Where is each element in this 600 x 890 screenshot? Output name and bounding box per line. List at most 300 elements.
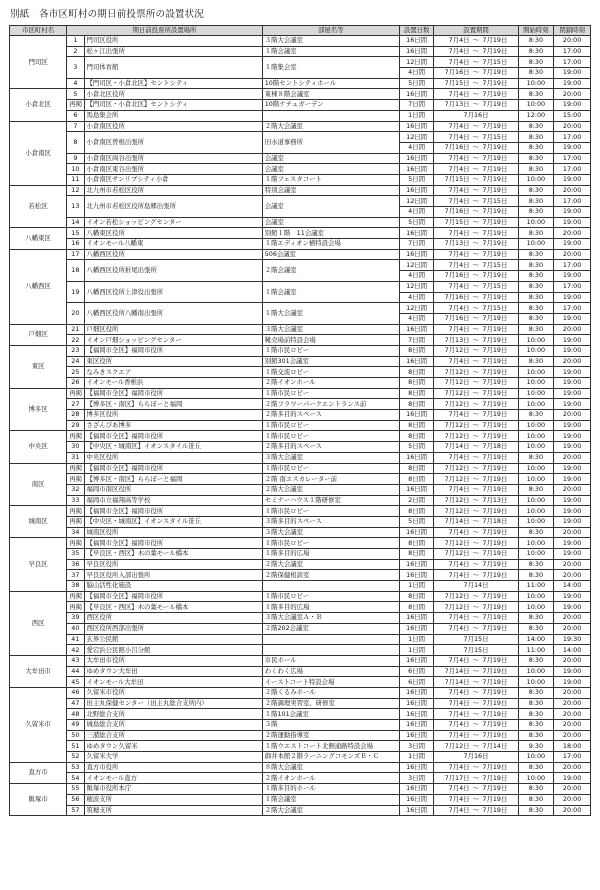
period-start-cell: 7月4日 <box>434 185 471 196</box>
table-row <box>10 174 591 185</box>
period-start-cell: 7月4日 <box>434 484 471 495</box>
room-cell: セミナーハウス１階研修室 <box>262 495 399 506</box>
row-number: 9 <box>67 153 84 164</box>
location-cell: さざんぴあ博多 <box>84 420 262 431</box>
close-time-cell: 20:00 <box>554 613 591 624</box>
room-cell: ２階イオンホール <box>262 378 399 389</box>
period-dash: ～ <box>471 46 482 57</box>
table-row <box>10 538 591 549</box>
period-dash: ～ <box>471 720 482 731</box>
period-dash: ～ <box>471 420 482 431</box>
period-start-cell: 7月4日 <box>434 57 471 68</box>
open-time-cell: 12:00 <box>518 110 554 121</box>
close-time-cell: 19:00 <box>554 549 591 560</box>
row-number: 44 <box>67 666 84 677</box>
open-time-cell: 8:30 <box>518 687 554 698</box>
period-start-cell: 7月12日 <box>434 591 471 602</box>
open-time-cell: 8:30 <box>518 484 554 495</box>
municipality-cell: 飯塚市 <box>10 784 67 816</box>
row-number: 再掲 <box>67 538 84 549</box>
room-cell <box>262 634 399 645</box>
row-number: 3 <box>67 57 84 78</box>
table-row <box>10 484 591 495</box>
open-time-cell: 10:00 <box>518 773 554 784</box>
table-row <box>10 345 591 356</box>
location-cell: 【福岡市全区】福岡市役所 <box>84 345 262 356</box>
days-cell: 16日間 <box>399 623 434 634</box>
days-cell: 16日間 <box>399 709 434 720</box>
open-time-cell: 8:30 <box>518 57 554 68</box>
location-cell: イオンモール八幡東 <box>84 239 262 250</box>
days-cell: 4日間 <box>399 271 434 282</box>
period-start-cell: 7月12日 <box>434 506 471 517</box>
room-cell: ２階大会議室 <box>262 559 399 570</box>
location-cell: 【福岡市全区】福岡市役所 <box>84 538 262 549</box>
table-row <box>10 698 591 709</box>
period-end-cell: 7月19日 <box>481 773 518 784</box>
days-cell: 16日間 <box>399 762 434 773</box>
header-close: 閉鎖時刻 <box>554 26 591 36</box>
close-time-cell: 19:00 <box>554 666 591 677</box>
open-time-cell: 8:30 <box>518 260 554 271</box>
open-time-cell: 8:30 <box>518 132 554 143</box>
period-dash: ～ <box>471 399 482 410</box>
open-time-cell: 8:30 <box>518 271 554 282</box>
row-number: 2 <box>67 46 84 57</box>
period-start-cell: 7月16日 <box>434 292 471 303</box>
close-time-cell: 20:00 <box>554 356 591 367</box>
period-end-cell: 7月19日 <box>481 762 518 773</box>
row-number: 22 <box>67 335 84 346</box>
period-start-cell: 7月4日 <box>434 228 471 239</box>
close-time-cell: 17:00 <box>554 164 591 175</box>
open-time-cell: 8:30 <box>518 196 554 207</box>
period-end-cell: 7月19日 <box>481 623 518 634</box>
days-cell: 12日間 <box>399 281 434 292</box>
period-dash: ～ <box>471 516 482 527</box>
room-cell: １階市民ロビー <box>262 538 399 549</box>
period-end-cell: 7月19日 <box>481 591 518 602</box>
location-cell: イオンモール香椎浜 <box>84 378 262 389</box>
room-cell: ３階大会議室 <box>262 324 399 335</box>
row-number: 17 <box>67 249 84 260</box>
municipality-cell: 東区 <box>10 345 67 388</box>
open-time-cell: 10:00 <box>518 602 554 613</box>
period-single-cell: 7月16日 <box>434 110 518 121</box>
row-number: 49 <box>67 720 84 731</box>
open-time-cell: 10:00 <box>518 506 554 517</box>
open-time-cell: 10:00 <box>518 591 554 602</box>
days-cell: 3日間 <box>399 773 434 784</box>
row-number: 50 <box>67 730 84 741</box>
row-number: 43 <box>67 655 84 666</box>
period-start-cell: 7月4日 <box>434 89 471 100</box>
days-cell: 1日間 <box>399 645 434 656</box>
close-time-cell: 20:00 <box>554 570 591 581</box>
period-dash: ～ <box>471 410 482 421</box>
period-dash: ～ <box>471 100 482 111</box>
table-row <box>10 559 591 570</box>
period-dash: ～ <box>471 153 482 164</box>
open-time-cell: 8:30 <box>518 720 554 731</box>
open-time-cell: 8:30 <box>518 570 554 581</box>
days-cell: 16日間 <box>399 164 434 175</box>
open-time-cell: 8:30 <box>518 207 554 218</box>
open-time-cell: 10:00 <box>518 549 554 560</box>
open-time-cell: 8:30 <box>518 164 554 175</box>
location-cell: 福岡市南区役所 <box>84 484 262 495</box>
close-time-cell: 20:00 <box>554 784 591 795</box>
days-cell: 16日間 <box>399 655 434 666</box>
row-number: 10 <box>67 164 84 175</box>
location-cell: 小倉南区東谷出張所 <box>84 164 262 175</box>
table-row <box>10 281 591 292</box>
municipality-cell: 久留米市 <box>10 687 67 762</box>
municipality-cell: 小倉南区 <box>10 121 67 185</box>
location-cell: 【福岡市全区】福岡市役所 <box>84 463 262 474</box>
location-cell: 【博多区・南区】ららぽーと福岡 <box>84 474 262 485</box>
municipality-cell: 大牟田市 <box>10 655 67 687</box>
period-dash: ～ <box>471 207 482 218</box>
location-cell: 八幡西区役所上津役出張所 <box>84 281 262 302</box>
room-cell: 会議室 <box>262 196 399 217</box>
days-cell: 16日間 <box>399 89 434 100</box>
days-cell: 16日間 <box>399 452 434 463</box>
period-dash: ～ <box>471 271 482 282</box>
location-cell: 西区役所西部出張所 <box>84 623 262 634</box>
period-start-cell: 7月4日 <box>434 356 471 367</box>
period-start-cell: 7月13日 <box>434 335 471 346</box>
table-row <box>10 655 591 666</box>
period-end-cell: 7月19日 <box>481 367 518 378</box>
open-time-cell: 14:00 <box>518 634 554 645</box>
location-cell: 飯塚市役所本庁 <box>84 784 262 795</box>
close-time-cell: 19:00 <box>554 367 591 378</box>
period-dash: ～ <box>471 784 482 795</box>
close-time-cell: 19:00 <box>554 474 591 485</box>
period-dash: ～ <box>471 698 482 709</box>
room-cell: １階多目的広場 <box>262 602 399 613</box>
table-row <box>10 549 591 560</box>
row-number: 42 <box>67 645 84 656</box>
close-time-cell: 19:00 <box>554 345 591 356</box>
period-dash: ～ <box>471 260 482 271</box>
room-cell: １階会議室 <box>262 794 399 805</box>
table-row <box>10 687 591 698</box>
close-time-cell: 20:00 <box>554 762 591 773</box>
days-cell: 16日間 <box>399 805 434 816</box>
location-cell: 直方市役所 <box>84 762 262 773</box>
period-end-cell: 7月18日 <box>481 516 518 527</box>
close-time-cell: 19:00 <box>554 602 591 613</box>
close-time-cell: 19:00 <box>554 78 591 89</box>
days-cell: 12日間 <box>399 132 434 143</box>
close-time-cell: 19:00 <box>554 239 591 250</box>
room-cell: １階多目的広場 <box>262 549 399 560</box>
table-row <box>10 78 591 89</box>
period-end-cell: 7月19日 <box>481 463 518 474</box>
period-start-cell: 7月14日 <box>434 442 471 453</box>
days-cell: 1日間 <box>399 634 434 645</box>
close-time-cell: 19:00 <box>554 677 591 688</box>
close-time-cell: 20:00 <box>554 324 591 335</box>
period-start-cell: 7月4日 <box>434 794 471 805</box>
table-row <box>10 709 591 720</box>
period-single-cell: 7月15日 <box>434 645 518 656</box>
table-row <box>10 410 591 421</box>
row-number: 53 <box>67 762 84 773</box>
close-time-cell: 17:00 <box>554 196 591 207</box>
days-cell: 12日間 <box>399 196 434 207</box>
days-cell: 16日間 <box>399 249 434 260</box>
period-end-cell: 7月19日 <box>481 410 518 421</box>
location-cell: 八幡東区役所 <box>84 228 262 239</box>
close-time-cell: 19:00 <box>554 538 591 549</box>
period-end-cell: 7月19日 <box>481 249 518 260</box>
period-end-cell: 7月13日 <box>481 495 518 506</box>
table-row <box>10 452 591 463</box>
period-end-cell: 7月19日 <box>481 527 518 538</box>
row-number: 41 <box>67 634 84 645</box>
room-cell: １階ウエストコート北側通路特設会場 <box>262 741 399 752</box>
location-cell: 【早良区・西区】木の葉モール橋本 <box>84 602 262 613</box>
room-cell: ２階 南エスカレーター前 <box>262 474 399 485</box>
period-dash: ～ <box>471 68 482 79</box>
close-time-cell: 17:00 <box>554 57 591 68</box>
period-end-cell: 7月15日 <box>481 57 518 68</box>
room-cell: ３階大会議室 <box>262 36 399 47</box>
open-time-cell: 8:30 <box>518 292 554 303</box>
row-number: 37 <box>67 570 84 581</box>
close-time-cell: 18:00 <box>554 741 591 752</box>
close-time-cell: 19:00 <box>554 292 591 303</box>
location-cell: 博多区役所 <box>84 410 262 421</box>
location-cell: 北九州市若松区役所島郷出張所 <box>84 196 262 217</box>
period-start-cell: 7月4日 <box>434 613 471 624</box>
open-time-cell: 8:30 <box>518 249 554 260</box>
days-cell: 8日間 <box>399 431 434 442</box>
period-end-cell: 7月19日 <box>481 228 518 239</box>
header-municipality: 市区町村名 <box>10 26 67 36</box>
open-time-cell: 10:00 <box>518 420 554 431</box>
period-end-cell: 7月19日 <box>481 142 518 153</box>
row-number: 再掲 <box>67 506 84 517</box>
location-cell: 【門司区・小倉北区】セントシティ <box>84 78 262 89</box>
period-end-cell: 7月19日 <box>481 68 518 79</box>
days-cell: 16日間 <box>399 527 434 538</box>
table-row <box>10 110 591 121</box>
period-dash: ～ <box>471 57 482 68</box>
row-number: 再掲 <box>67 388 84 399</box>
table-row <box>10 720 591 731</box>
room-cell: ２階保健相談室 <box>262 570 399 581</box>
open-time-cell: 8:30 <box>518 228 554 239</box>
period-end-cell: 7月19日 <box>481 89 518 100</box>
table-row <box>10 623 591 634</box>
period-dash: ～ <box>471 570 482 581</box>
open-time-cell: 8:30 <box>518 281 554 292</box>
days-cell: 16日間 <box>399 559 434 570</box>
row-number: 47 <box>67 698 84 709</box>
row-number: 30 <box>67 442 84 453</box>
period-dash: ～ <box>471 549 482 560</box>
close-time-cell: 19:00 <box>554 431 591 442</box>
row-number: 29 <box>67 420 84 431</box>
municipality-cell: 博多区 <box>10 388 67 431</box>
room-cell: １階市民ロビー <box>262 463 399 474</box>
days-cell: 16日間 <box>399 720 434 731</box>
period-start-cell: 7月15日 <box>434 174 471 185</box>
location-cell: 久留米市役所 <box>84 687 262 698</box>
close-time-cell: 19:00 <box>554 463 591 474</box>
days-cell: 8日間 <box>399 474 434 485</box>
open-time-cell: 10:00 <box>518 463 554 474</box>
period-start-cell: 7月12日 <box>434 602 471 613</box>
table-row <box>10 121 591 132</box>
period-dash: ～ <box>471 506 482 517</box>
period-start-cell: 7月12日 <box>434 463 471 474</box>
row-number: 51 <box>67 741 84 752</box>
period-dash: ～ <box>471 239 482 250</box>
row-number: 32 <box>67 484 84 495</box>
period-dash: ～ <box>471 452 482 463</box>
period-start-cell: 7月14日 <box>434 516 471 527</box>
open-time-cell: 8:30 <box>518 794 554 805</box>
row-number: 再掲 <box>67 474 84 485</box>
days-cell: 5日間 <box>399 78 434 89</box>
close-time-cell: 17:00 <box>554 281 591 292</box>
period-dash: ～ <box>471 762 482 773</box>
room-cell: ３階多目的スペース <box>262 516 399 527</box>
room-cell: ２階多目的スペース <box>262 410 399 421</box>
period-end-cell: 7月19日 <box>481 730 518 741</box>
period-dash: ～ <box>471 78 482 89</box>
close-time-cell: 20:00 <box>554 36 591 47</box>
location-cell: ゆめタウン大牟田 <box>84 666 262 677</box>
open-time-cell: 10:00 <box>518 752 554 763</box>
table-row <box>10 495 591 506</box>
days-cell: 5日間 <box>399 442 434 453</box>
close-time-cell: 19:00 <box>554 399 591 410</box>
period-end-cell: 7月19日 <box>481 687 518 698</box>
period-dash: ～ <box>471 527 482 538</box>
table-row <box>10 527 591 538</box>
period-start-cell: 7月4日 <box>434 196 471 207</box>
open-time-cell: 8:30 <box>518 46 554 57</box>
period-end-cell: 7月19日 <box>481 356 518 367</box>
days-cell: 2日間 <box>399 495 434 506</box>
period-dash: ～ <box>471 142 482 153</box>
period-start-cell: 7月4日 <box>434 559 471 570</box>
period-end-cell: 7月19日 <box>481 709 518 720</box>
row-number: 31 <box>67 452 84 463</box>
period-start-cell: 7月13日 <box>434 239 471 250</box>
room-cell: １階市民ロビー <box>262 345 399 356</box>
room-cell: ２階イオンホール <box>262 773 399 784</box>
room-cell: １階101会議室 <box>262 709 399 720</box>
period-start-cell: 7月12日 <box>434 431 471 442</box>
location-cell: 小倉南区両谷出張所 <box>84 153 262 164</box>
row-number: 再掲 <box>67 516 84 527</box>
municipality-cell: 城南区 <box>10 506 67 538</box>
close-time-cell: 19:00 <box>554 68 591 79</box>
days-cell: 5日間 <box>399 174 434 185</box>
location-cell: 【博多区・南区】ららぽーと福岡 <box>84 399 262 410</box>
days-cell: 16日間 <box>399 570 434 581</box>
period-start-cell: 7月16日 <box>434 313 471 324</box>
close-time-cell: 14:00 <box>554 645 591 656</box>
row-number: 55 <box>67 784 84 795</box>
period-start-cell: 7月12日 <box>434 399 471 410</box>
open-time-cell: 8:30 <box>518 356 554 367</box>
close-time-cell: 17:00 <box>554 132 591 143</box>
table-row <box>10 506 591 517</box>
period-dash: ～ <box>471 388 482 399</box>
table-row <box>10 46 591 57</box>
municipality-cell: 若松区 <box>10 185 67 228</box>
close-time-cell: 20:00 <box>554 484 591 495</box>
room-cell: １階市民ロビー <box>262 506 399 517</box>
period-end-cell: 7月19日 <box>481 720 518 731</box>
days-cell: 16日間 <box>399 121 434 132</box>
period-end-cell: 7月19日 <box>481 431 518 442</box>
days-cell: 4日間 <box>399 68 434 79</box>
period-start-cell: 7月12日 <box>434 741 471 752</box>
open-time-cell: 8:30 <box>518 452 554 463</box>
period-start-cell: 7月14日 <box>434 677 471 688</box>
row-number: 14 <box>67 217 84 228</box>
period-end-cell: 7月19日 <box>481 452 518 463</box>
location-cell: イオンモール大牟田 <box>84 677 262 688</box>
close-time-cell: 17:00 <box>554 260 591 271</box>
period-start-cell: 7月4日 <box>434 46 471 57</box>
open-time-cell: 8:30 <box>518 762 554 773</box>
period-start-cell: 7月4日 <box>434 570 471 581</box>
period-start-cell: 7月12日 <box>434 495 471 506</box>
row-number: 8 <box>67 132 84 153</box>
row-number: 56 <box>67 794 84 805</box>
days-cell: 8日間 <box>399 506 434 517</box>
table-row <box>10 634 591 645</box>
days-cell: 8日間 <box>399 549 434 560</box>
period-start-cell: 7月14日 <box>434 666 471 677</box>
table-row <box>10 132 591 143</box>
close-time-cell: 20:00 <box>554 794 591 805</box>
open-time-cell: 10:00 <box>518 239 554 250</box>
location-cell: 城島総合支所 <box>84 720 262 731</box>
period-start-cell: 7月12日 <box>434 474 471 485</box>
location-cell: 北九州市若松区役所 <box>84 185 262 196</box>
row-number: 40 <box>67 623 84 634</box>
municipality-cell: 八幡西区 <box>10 249 67 324</box>
days-cell: 7日間 <box>399 239 434 250</box>
days-cell: 8日間 <box>399 378 434 389</box>
open-time-cell: 10:00 <box>518 78 554 89</box>
location-cell: 【福岡市全区】福岡市役所 <box>84 591 262 602</box>
period-dash: ～ <box>471 687 482 698</box>
table-row <box>10 249 591 260</box>
row-number: 11 <box>67 174 84 185</box>
header-room: 部屋名等 <box>262 26 399 36</box>
period-end-cell: 7月19日 <box>481 549 518 560</box>
period-end-cell: 7月19日 <box>481 335 518 346</box>
close-time-cell: 15:00 <box>554 110 591 121</box>
header-period: 設置期間 <box>434 26 518 36</box>
period-end-cell: 7月19日 <box>481 153 518 164</box>
close-time-cell: 20:00 <box>554 527 591 538</box>
open-time-cell: 8:30 <box>518 559 554 570</box>
table-body <box>10 36 591 816</box>
